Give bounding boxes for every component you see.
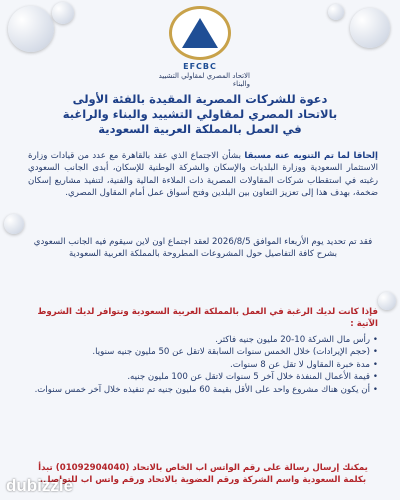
title-line: دعوة للشركات المصرية المقيدة بالفئة الأولى [72,92,328,106]
condition-item: • رأس مال الشركة 10-20 مليون جنيه فاكثر. [28,334,378,346]
decorative-bubble [8,6,54,52]
decorative-bubble [378,292,396,310]
intro-paragraph [28,150,378,200]
meeting-paragraph [28,236,378,261]
conditions-intro: فإذا كانت لديك الرغبة في العمل بالمملكة العربية السعودية وتتوافر لديك الشروط الآتية : [37,307,378,329]
watermark-logo: dubizzle [6,476,74,495]
logo-code: EFCBC [183,62,217,71]
intro-text: بشأن الاجتماع الذي عقد بالقاهرة مع عدد من قيادات وزارة الاستثمار السعودية ووزارة البلديات والإسكان والشركة الوطنية للإسكان، أبدى الجانب السعودي رغبته في استقطاب شركات المقاولات المصرية ذات الملاءة المالية والفنية، لتنفيذ مشاريع إسكان ضخمة، بهدف هذا إلى تعزيز التعاون بين البلدين وفتح أسواق عمل أمام المقاول المصري. [28,151,378,199]
title-line: بالاتحاد المصري لمقاولي التشييد والبناء والراغبة [62,107,338,121]
meeting-text: فقد تم تحديد يوم الأربعاء الموافق 2026/8/5 لعقد اجتماع اون لاين سيقوم فيه الجانب السعودي بشرح كافة التفاصيل حول المشروعات المطروحة بالمملكة العربية السعودية [33,237,373,260]
federation-logo [150,6,250,88]
condition-item: • مدة خبرة المقاول لا تقل عن 8 سنوات. [28,359,378,371]
decorative-bubble [328,4,344,20]
logo-arabic-name: الاتحاد المصري لمقاولي التشييد والبناء [158,72,250,88]
conditions-list [28,334,378,396]
decorative-bubble [52,2,74,24]
condition-item: • قيمة الأعمال المنفذة خلال آخر 5 سنوات لاتقل عن 100 مليون جنيه. [28,371,378,383]
decorative-bubble [350,8,390,48]
decorative-bubble [4,214,24,234]
condition-item: • (حجم الإيرادات) خلال الخمس سنوات السابقة لاتقل عن 50 مليون جنيه سنويا. [28,346,378,358]
condition-item: • أن يكون هناك مشروع واحد على الأقل بقيمة 60 مليون جنيه تم تنفيذه خلال آخر خمس سنوات. [28,384,378,396]
contact-instructions: يمكنك إرسال رسالة على رقم الواتس اب الخاص بالاتحاد (01092904040) تبدأ بكلمة السعودية واسم الشركة ورقم العضوية بالاتحاد ورقم واتس اب للتواصل. [38,463,368,485]
title-line: في العمل بالمملكة العربية السعودية [98,122,302,136]
logo-emblem-icon [169,6,231,60]
invitation-title [30,92,370,137]
intro-highlight: إلحاقا لما تم التنويه عنه مسبقا [244,151,378,161]
